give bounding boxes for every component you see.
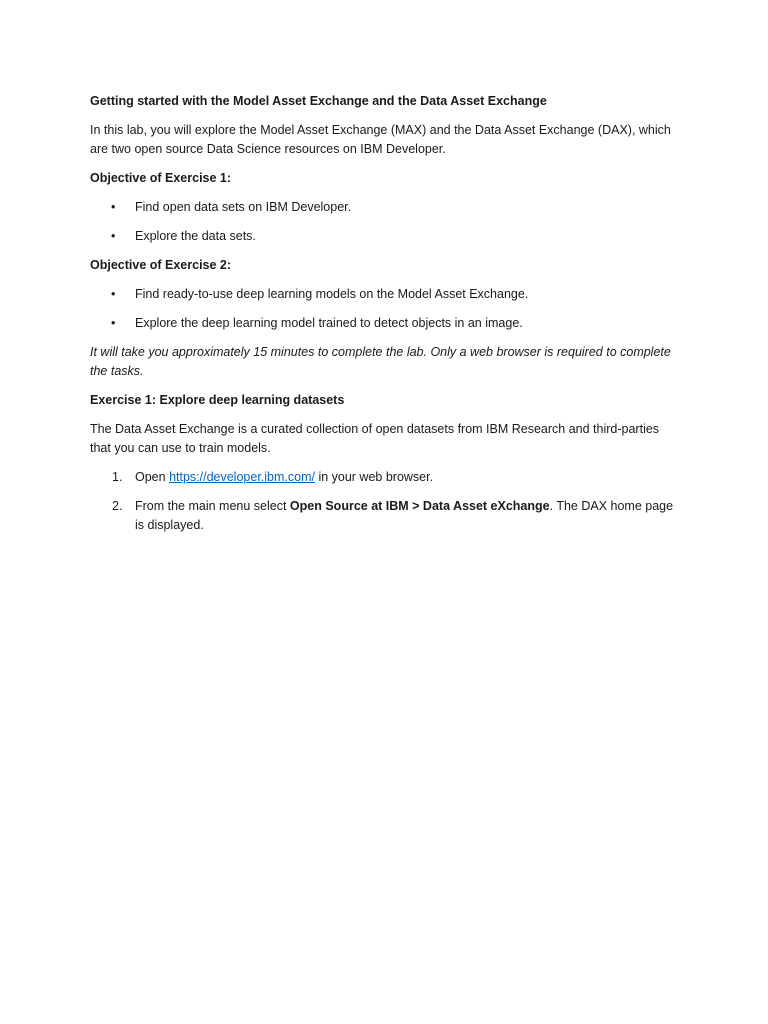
step-item: [90, 497, 680, 535]
objective-2-list: [90, 285, 680, 333]
step-item: [90, 468, 680, 487]
menu-path: Open Source at IBM > Data Asset eXchange: [289, 499, 550, 513]
list-item-text: Find ready-to-use deep learning models on the Model Asset Exchange.: [135, 287, 529, 301]
objective-1-heading: Objective of Exercise 1:: [90, 171, 232, 185]
step-number: 1.: [112, 470, 123, 484]
developer-link[interactable]: https://developer.ibm.com/: [169, 470, 315, 484]
objective-2-heading: Objective of Exercise 2:: [90, 258, 232, 272]
bullet-icon: •: [111, 229, 116, 243]
bullet-icon: •: [111, 200, 116, 214]
list-item: [90, 227, 680, 246]
list-item: [90, 285, 680, 304]
step-text-before: From the main menu select: [135, 499, 290, 513]
list-item-text: Explore the data sets.: [135, 229, 256, 243]
list-item: [90, 314, 680, 333]
step-text-after: . The DAX home page is displayed.: [135, 499, 674, 532]
step-text-before: Open: [135, 470, 170, 484]
list-item: [90, 198, 680, 217]
document-title: Getting started with the Model Asset Exchange and the Data Asset Exchange: [90, 94, 547, 108]
bullet-icon: •: [111, 316, 116, 330]
objective-1-list: [90, 198, 680, 246]
intro-paragraph: In this lab, you will explore the Model Asset Exchange (MAX) and the Data Asset Exchange (DAX), which are two open source Data Science resources on IBM Developer.: [90, 123, 671, 156]
step-text-after: in your web browser.: [314, 470, 434, 484]
list-item-text: Find open data sets on IBM Developer.: [135, 200, 352, 214]
bullet-icon: •: [111, 287, 116, 301]
exercise-1-heading: Exercise 1: Explore deep learning datasets: [90, 393, 345, 407]
document-page: [90, 92, 680, 545]
step-number: 2.: [112, 499, 123, 513]
list-item-text: Explore the deep learning model trained to detect objects in an image.: [135, 316, 523, 330]
time-note: It will take you approximately 15 minutes to complete the lab. Only a web browser is required to complete the tasks.: [90, 345, 671, 378]
exercise-1-description: The Data Asset Exchange is a curated collection of open datasets from IBM Research and third-parties that you can use to train models.: [90, 422, 660, 455]
exercise-1-steps: [90, 468, 680, 535]
